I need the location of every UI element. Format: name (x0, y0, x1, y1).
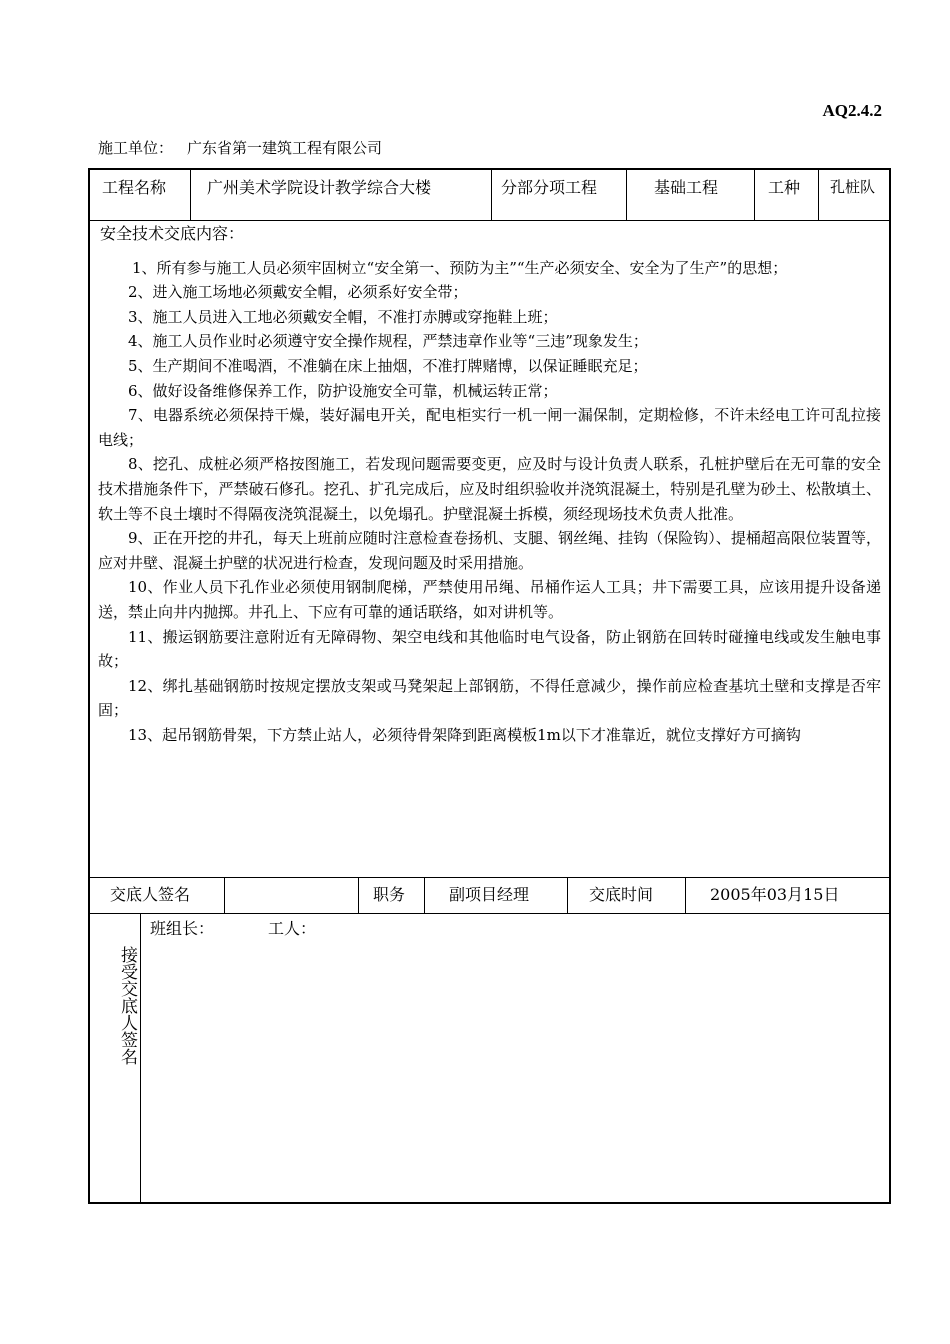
project-name-value: 广州美术学院设计教学综合大楼 (207, 178, 432, 197)
col-divider (818, 170, 819, 220)
position-value: 副项目经理 (449, 885, 530, 904)
col-divider (358, 877, 359, 913)
team-leader-label: 班组长： (150, 919, 215, 938)
content-item: 1、所有参与施工人员必须牢固树立“安全第一、预防为主”“生产必须安全、安全为了生产”的思想； (132, 258, 788, 277)
content-heading: 安全技术交底内容： (100, 224, 245, 243)
col-divider (685, 877, 686, 913)
col-divider (140, 913, 141, 1204)
receiver-vertical-label: 接受交底人签名 (117, 946, 137, 1065)
row-divider (90, 913, 889, 914)
content-item: 7、电器系统必须保持干燥，装好漏电开关，配电柜实行一机一闸一漏保制，定期检修，不许未经电工许可乱拉接电线； (98, 406, 881, 449)
col-divider (567, 877, 568, 913)
content-item: 13、起吊钢筋骨架，下方禁止站人，必须待骨架降到距离模板1m以下才准靠近，就位支撑好方可摘钩 (128, 725, 801, 744)
construction-unit-value: 广东省第一建筑工程有限公司 (187, 139, 383, 157)
discloser-label: 交底人签名 (110, 885, 191, 904)
col-divider (754, 170, 755, 220)
content-item: 12、绑扎基础钢筋时按规定摆放支架或马凳架起上部钢筋，不得任意减少，操作前应检查基坑土壁和支撑是否牢固； (98, 676, 881, 720)
content-item: 6、做好设备维修保养工作，防护设施安全可靠，机械运转正常； (128, 381, 558, 400)
row-divider (90, 220, 889, 221)
worker-label: 工人： (268, 919, 317, 938)
sub-project-value: 基础工程 (654, 178, 719, 197)
content-item: 5、生产期间不准喝酒，不准躺在床上抽烟，不准打牌赌博，以保证睡眠充足； (128, 356, 648, 375)
document-code: AQ2.4.2 (822, 101, 882, 120)
content-item: 11、搬运钢筋要注意附近有无障碍物、架空电线和其他临时电气设备，防止钢筋在回转时碰撞电线或发生触电事故； (98, 627, 881, 671)
construction-unit (98, 137, 382, 158)
row-divider (90, 877, 889, 878)
col-divider (626, 170, 627, 220)
content-item: 9、正在开挖的井孔，每天上班前应随时注意检查卷扬机、支腿、钢丝绳、挂钩（保险钩）、提桶超高限位装置等，应对井壁、混凝土护壁的状况进行检查，发现问题及时采用措施。 (98, 529, 881, 572)
content-item: 3、施工人员进入工地必须戴安全帽，不准打赤膊或穿拖鞋上班； (128, 307, 558, 326)
col-divider (424, 877, 425, 913)
col-divider (190, 170, 191, 220)
trade-label: 工种 (768, 178, 801, 197)
position-label: 职务 (373, 885, 406, 904)
trade-value: 孔桩队 (830, 178, 876, 196)
time-value: 2005年03月15日 (710, 885, 840, 904)
content-item: 10、作业人员下孔作业必须使用钢制爬梯，严禁使用吊绳、吊桶作运人工具；井下需要工具，应该用提升设备递送，禁止向井内抛掷。井孔上、下应有可靠的通话联络，如对讲机等。 (98, 578, 881, 621)
col-divider (224, 877, 225, 913)
safety-content (98, 222, 881, 747)
disclosure-form-table (88, 168, 891, 1204)
col-divider (491, 170, 492, 220)
sub-project-label: 分部分项工程 (501, 178, 598, 197)
time-label: 交底时间 (589, 885, 654, 904)
content-item: 8、挖孔、成桩必须严格按图施工，若发现问题需要变更，应及时与设计负责人联系，孔桩护壁后在无可靠的安全技术措施条件下，严禁破石修孔。挖孔、扩孔完成后，应及时组织验收并浇筑混凝土，特别是孔壁为砂土、松散填土、软土等不良土壤时不得隔夜浇筑混凝土，以免塌孔。护壁混凝土拆模，须经现场技术负责人批准。 (98, 455, 881, 523)
content-item: 4、施工人员作业时必须遵守安全操作规程，严禁违章作业等“三违”现象发生； (128, 332, 648, 351)
content-item: 2、进入施工场地必须戴安全帽，必须系好安全带； (128, 283, 468, 302)
construction-unit-label: 施工单位： (98, 139, 174, 157)
project-name-label: 工程名称 (102, 178, 167, 197)
